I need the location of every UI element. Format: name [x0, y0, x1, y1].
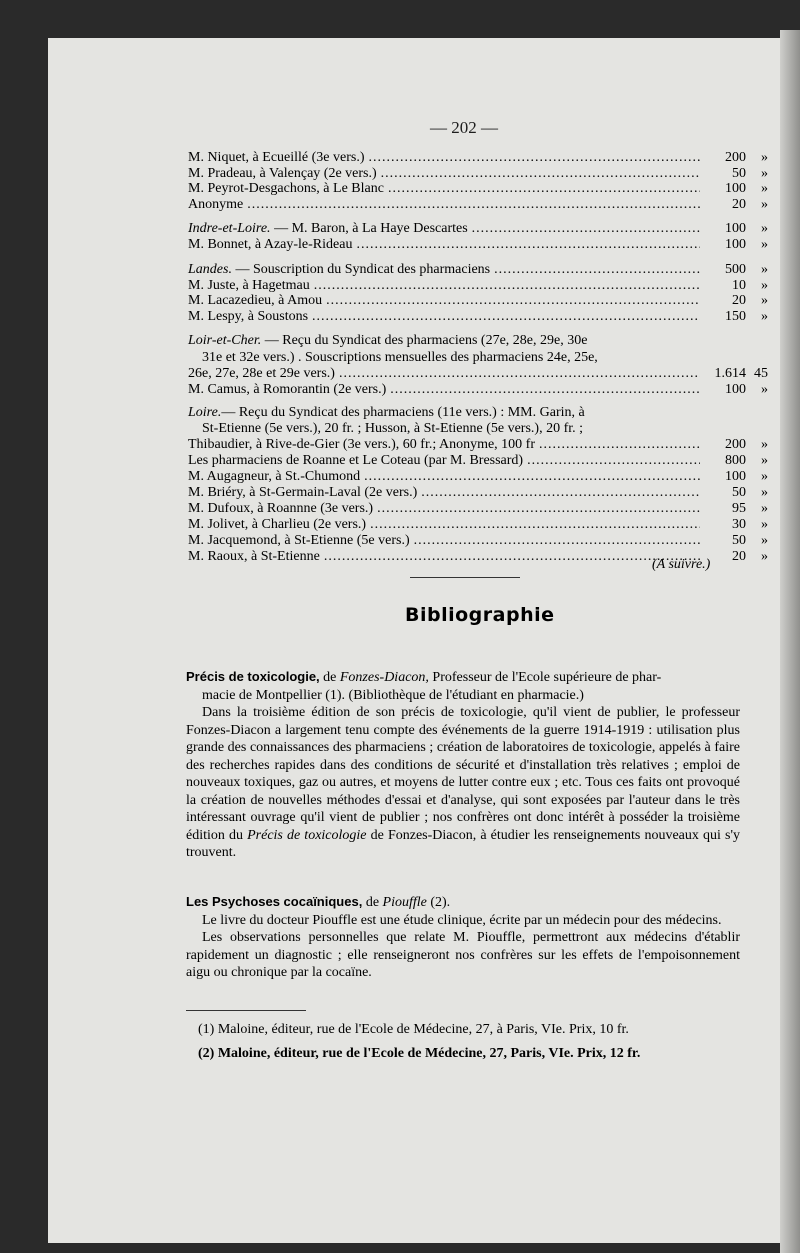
amount: 100 — [725, 181, 746, 196]
psychoses-author-prefix: de — [362, 895, 383, 910]
psychoses-p1: Le livre du docteur Piouffle est une étude clinique, écrite par un médecin pour des médecins. — [202, 912, 722, 928]
amount: 20 — [732, 197, 746, 212]
contributor-text — [188, 485, 417, 501]
psychoses-review — [186, 893, 740, 982]
page-number: — 202 — — [430, 118, 498, 137]
amount-cents: » — [761, 293, 768, 308]
contribution-line — [188, 309, 768, 325]
psychoses-title: Les Psychoses cocaïniques, — [186, 894, 363, 909]
contributor-name: M. Augagneur, à St.-Chumond — [188, 469, 361, 484]
precis-body-italic: Précis de toxicologie — [247, 827, 367, 843]
contributor-name: Anonyme — [188, 197, 244, 212]
amount: 100 — [725, 221, 746, 236]
contributor-text — [188, 309, 308, 325]
amount: 10 — [732, 278, 746, 293]
contribution-line — [188, 150, 768, 166]
contribution-text-line — [188, 333, 768, 349]
dot-leader — [370, 517, 700, 533]
contributor-name: — Souscription du Syndicat des pharmaciens — [231, 262, 491, 277]
contribution-line — [188, 437, 768, 453]
contribution-text-line — [202, 350, 782, 366]
amount: 100 — [725, 469, 746, 484]
contributor-name: M. Pradeau, à Valençay (2e vers.) — [188, 166, 377, 181]
contributor-name: M. Niquet, à Ecueillé (3e vers.) — [188, 150, 365, 165]
contribution-line — [188, 533, 768, 549]
contribution-text: 31e et 32e vers.) . Souscriptions mensuelles des pharmaciens 24e, 25e, — [202, 350, 598, 365]
contributor-text — [188, 549, 320, 565]
contributor-name: Les pharmaciens de Roanne et Le Coteau (par M. Bressard) — [188, 453, 524, 468]
precis-author: Fonzes-Diacon, — [339, 670, 429, 685]
department-name: Loire. — [188, 405, 222, 420]
dot-leader — [356, 237, 700, 253]
amount-cents: » — [761, 501, 768, 516]
amount-cents: » — [761, 262, 768, 277]
contribution-text-line — [202, 421, 782, 437]
contributor-name: M. Lacazedieu, à Amou — [188, 293, 323, 308]
amount-cents: » — [761, 166, 768, 181]
dot-leader — [247, 197, 700, 213]
contribution-text: St-Etienne (5e vers.), 20 fr. ; Husson, à St-Etienne (5e vers.), 20 fr. ; — [202, 421, 584, 436]
contributor-text — [188, 150, 365, 166]
dot-leader — [314, 278, 700, 294]
contribution-line — [188, 517, 768, 533]
amount-cents: 45 — [754, 366, 768, 381]
contributor-name: M. Dufoux, à Roannne (3e vers.) — [188, 501, 374, 516]
dot-leader — [494, 262, 700, 278]
contributor-text — [188, 469, 360, 485]
amount-cents: » — [761, 533, 768, 548]
dot-leader — [539, 437, 700, 453]
contributor-text — [188, 166, 377, 182]
contributor-text — [188, 453, 523, 469]
amount-cents: » — [761, 278, 768, 293]
amount-cents: » — [761, 437, 768, 452]
contributor-text — [188, 237, 352, 253]
contributor-name: M. Camus, à Romorantin (2e vers.) — [188, 382, 387, 397]
amount: 500 — [725, 262, 746, 277]
precis-body-text: Dans la troisième édition de son précis de toxicologie, qu'il vient de publier, le professeur Fonzes-Diacon a largement tenu compte des événements de la guerre 1914-1919 : utilisation plus grande des connaissances des pharmaciens ; création de laboratoires de toxicologie, appelés à faire des recherches rapides dans des conditions de sécurité et d'installation très relatives ; emploi de nouveaux toxiques, gaz ou autres, et moyens de lutter contre eux ; etc. Tous ces faits ont provoqué la création de nouvelles méthodes d'essai et d'analyse, qui sont exposées par l'auteur dans le très intéressant ouvrage qu'il vient de publier ; nos confrères ont donc intérêt à posséder la troisième édition du — [186, 705, 740, 843]
amount: 20 — [732, 549, 746, 564]
department-name: Loir-et-Cher. — [188, 333, 262, 348]
footnote-rule — [186, 1010, 306, 1011]
contributor-text — [188, 262, 490, 278]
dot-leader — [390, 382, 700, 398]
precis-author-prefix: de — [319, 670, 340, 685]
precis-title-rest: Professeur de l'Ecole supérieure de phar- — [428, 670, 662, 685]
contribution-line — [188, 382, 768, 398]
to-be-continued: (A suivre.) — [652, 557, 711, 572]
dot-leader — [364, 469, 700, 485]
contributor-text — [188, 533, 410, 549]
contribution-text-line — [188, 405, 768, 421]
amount-cents: » — [761, 221, 768, 236]
dot-leader — [326, 293, 700, 309]
contributor-name: M. Peyrot-Desgachons, à Le Blanc — [188, 181, 384, 196]
bibliography-heading: Bibliographie — [405, 604, 555, 626]
contributor-name: M. Raoux, à St-Etienne — [188, 549, 320, 564]
contribution-line — [188, 469, 768, 485]
page-sheet — [48, 38, 783, 1243]
contribution-line — [188, 166, 768, 182]
contributor-text — [188, 278, 310, 294]
department-name: Landes. — [188, 262, 232, 277]
contribution-line — [188, 262, 768, 278]
contribution-line — [188, 293, 768, 309]
dot-leader — [377, 501, 700, 517]
amount: 50 — [732, 166, 746, 181]
amount-cents: » — [761, 517, 768, 532]
psychoses-author: Piouffle — [382, 895, 427, 910]
contributor-name: 26e, 27e, 28e et 29e vers.) — [188, 366, 335, 381]
section-divider — [410, 577, 520, 578]
contributor-name: — M. Baron, à La Haye Descartes — [270, 221, 468, 236]
contribution-line — [188, 197, 768, 213]
amount: 200 — [725, 437, 746, 452]
contribution-line — [188, 181, 768, 197]
contribution-line — [188, 501, 768, 517]
contributor-text — [188, 517, 366, 533]
contributor-name: M. Juste, à Hagetmau — [188, 278, 310, 293]
dot-leader — [472, 221, 700, 237]
amount-cents: » — [761, 382, 768, 397]
precis-body — [186, 704, 740, 862]
amount: 100 — [725, 382, 746, 397]
amount: 800 — [725, 453, 746, 468]
dot-leader — [527, 453, 700, 469]
amount: 1.614 — [714, 366, 746, 381]
department-name: Indre-et-Loire. — [188, 221, 271, 236]
amount-cents: » — [761, 237, 768, 252]
psychoses-p2: Les observations personnelles que relate M. Piouffle, permettront aux médecins d'établir rapidement un diagnostic ; elle renseigneront nos confrères sur les effets de l'empoisonnement aigu ou chronique par la cocaïne. — [186, 930, 740, 980]
amount: 20 — [732, 293, 746, 308]
contributor-text — [188, 293, 322, 309]
contributor-text — [188, 221, 468, 237]
contributor-name: M. Jolivet, à Charlieu (2e vers.) — [188, 517, 367, 532]
dot-leader — [381, 166, 700, 182]
amount: 50 — [732, 533, 746, 548]
dot-leader — [312, 309, 700, 325]
contribution-line — [188, 366, 768, 382]
amount: 95 — [732, 501, 746, 516]
contribution-line — [188, 485, 768, 501]
dot-leader — [324, 549, 700, 565]
contributor-name: M. Bonnet, à Azay-le-Rideau — [188, 237, 353, 252]
dot-leader — [388, 181, 700, 197]
contribution-text: — Reçu du Syndicat des pharmaciens (11e vers.) : MM. Garin, à — [221, 405, 585, 420]
dot-leader — [369, 150, 701, 166]
amount: 50 — [732, 485, 746, 500]
contribution-line — [188, 221, 768, 237]
amount: 150 — [725, 309, 746, 324]
precis-title: Précis de toxicologie, — [186, 669, 320, 684]
amount-cents: » — [761, 485, 768, 500]
footnote-2: (2) Maloine, éditeur, rue de l'Ecole de Médecine, 27, Paris, VIe. Prix, 12 fr. — [198, 1046, 641, 1061]
page-edge — [780, 30, 800, 1253]
contributor-text — [188, 181, 384, 197]
amount-cents: » — [761, 197, 768, 212]
contributor-name: M. Jacquemond, à St-Etienne (5e vers.) — [188, 533, 410, 548]
amount: 100 — [725, 237, 746, 252]
footnote-1: (1) Maloine, éditeur, rue de l'Ecole de Médecine, 27, à Paris, VIe. Prix, 10 fr. — [198, 1022, 629, 1037]
amount: 30 — [732, 517, 746, 532]
contributor-name: Thibaudier, à Rive-de-Gier (3e vers.), 60 fr.; Anonyme, 100 fr — [188, 437, 535, 452]
amount-cents: » — [761, 549, 768, 564]
amount-cents: » — [761, 181, 768, 196]
amount-cents: » — [761, 150, 768, 165]
amount-cents: » — [761, 469, 768, 484]
contributor-text — [188, 501, 373, 517]
contribution-line — [188, 278, 768, 294]
contributor-name: M. Lespy, à Soustons — [188, 309, 309, 324]
amount: 200 — [725, 150, 746, 165]
contributor-text — [188, 197, 243, 213]
dot-leader — [414, 533, 700, 549]
contribution-line — [188, 237, 768, 253]
amount-cents: » — [761, 309, 768, 324]
contribution-text: — Reçu du Syndicat des pharmaciens (27e, 28e, 29e, 30e — [261, 333, 588, 348]
precis-body-end: de Fonzes-Diacon, à étudier les renseignements nouveaux qui s'y trouvent. — [186, 827, 740, 860]
dot-leader — [339, 366, 700, 382]
precis-subtitle: macie de Montpellier (1). (Bibliothèque de l'étudiant en pharmacie.) — [202, 687, 584, 703]
contributor-name: M. Briéry, à St-Germain-Laval (2e vers.) — [188, 485, 418, 500]
contribution-line — [188, 453, 768, 469]
psychoses-title-rest: (2). — [426, 895, 451, 910]
dot-leader — [421, 485, 700, 501]
amount-cents: » — [761, 453, 768, 468]
precis-review — [186, 668, 740, 862]
